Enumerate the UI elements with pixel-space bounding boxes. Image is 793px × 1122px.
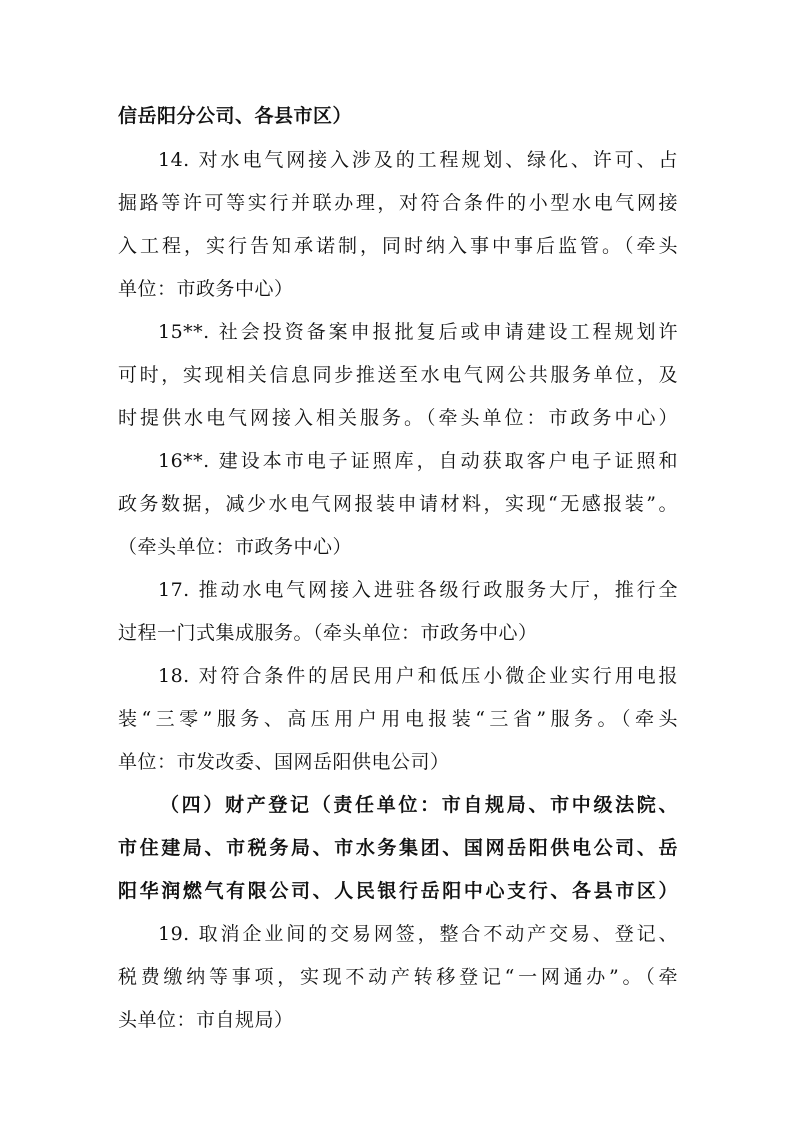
text-line: 政务数据，减少水电气网报装申请材料，实现“无感报装”。 [118, 493, 678, 515]
text-line: 单位：市政务中心） [118, 278, 294, 300]
item-19-first-line: 19. 取消企业间的交易网签，整合不动产交易、登记、 [158, 923, 678, 945]
text-line: 入工程，实行告知承诺制，同时纳入事中事后监管。（牵头 [118, 235, 678, 257]
section-heading-line: 阳华润燃气有限公司、人民银行岳阳中心支行、各县市区） [118, 880, 678, 902]
item-18-first-line: 18. 对符合条件的居民用户和低压小微企业实行用电报 [158, 665, 678, 687]
text-line: 税费缴纳等事项，实现不动产转移登记“一网通办”。（牵 [118, 966, 678, 988]
item-16-first-line: 16**. 建设本市电子证照库，自动获取客户电子证照和 [158, 450, 678, 472]
text-line: （牵头单位：市政务中心） [118, 536, 353, 558]
item-14-first-line: 14. 对水电气网接入涉及的工程规划、绿化、许可、占 [158, 149, 678, 171]
text-line: 装“三零”服务、高压用户用电报装“三省”服务。（牵头 [118, 708, 678, 730]
text-line: 可时，实现相关信息同步推送至水电气网公共服务单位，及 [118, 364, 678, 386]
text-line: 信岳阳分公司、各县市区） [118, 105, 353, 127]
text-line: 掘路等许可等实行并联办理，对符合条件的小型水电气网接 [118, 192, 678, 214]
text-line: 头单位：市自规局） [118, 1009, 294, 1031]
section-heading-line: 市住建局、市税务局、市水务集团、国网岳阳供电公司、岳 [118, 837, 678, 859]
item-17-first-line: 17. 推动水电气网接入进驻各级行政服务大厅，推行全 [158, 579, 678, 601]
text-line: 单位：市发改委、国网岳阳供电公司） [118, 751, 450, 773]
text-line: 时提供水电气网接入相关服务。（牵头单位：市政务中心） [118, 407, 678, 429]
text-line: 过程一门式集成服务。（牵头单位：市政务中心） [118, 622, 538, 644]
item-15-first-line: 15**. 社会投资备案申报批复后或申请建设工程规划许 [158, 321, 678, 343]
section-heading-property-registration: （四）财产登记（责任单位：市自规局、市中级法院、 [160, 794, 678, 816]
